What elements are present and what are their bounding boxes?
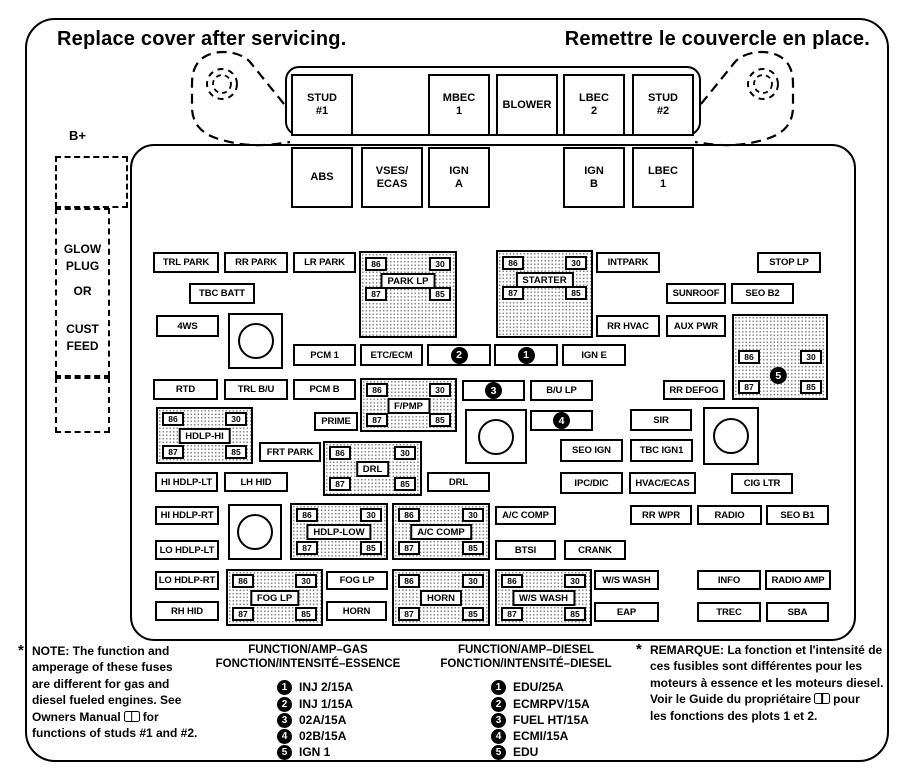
gas-column-title: FUNCTION/AMP–GAS	[248, 644, 368, 656]
relay-pin-87: 87	[162, 445, 184, 459]
note-left: NOTE: The function and amperage of these fuses are different for gas and diesel fueled engines. See Owners Manual for functions of studs #1 and #2.	[32, 644, 198, 741]
fuse-hi-hdlp-rt: HI HDLP-RT	[155, 506, 219, 525]
fuse-ipc-dic: IPC/DIC	[560, 472, 623, 494]
fuse-rr-defog: RR DEFOG	[663, 380, 725, 400]
lbec-1-relay-box: LBEC 1	[632, 147, 694, 208]
fuse-trec: TREC	[697, 602, 761, 622]
numbered-fuse-2	[427, 344, 491, 366]
feed-label: FEED	[66, 339, 99, 353]
fuse-drl: DRL	[427, 472, 490, 492]
relay-name: HDLP-LOW	[306, 524, 371, 540]
relay-pin-85: 85	[360, 541, 382, 555]
note-right-star: *	[636, 641, 642, 658]
relay-pin-87: 87	[501, 607, 523, 621]
relay-name: FOG LP	[250, 590, 299, 606]
bplus-stud-cell	[55, 156, 128, 208]
relay-pin-87: 87	[329, 477, 351, 491]
abs-relay-box: ABS	[291, 147, 353, 208]
fuse-4ws: 4WS	[156, 315, 219, 337]
relay-f-pmp	[360, 378, 457, 432]
socket-circle-box	[228, 504, 282, 560]
relay-pin-86: 86	[232, 574, 254, 588]
relay-pin-30: 30	[429, 383, 451, 397]
plug-label: PLUG	[65, 259, 100, 273]
gas-item-4: 4 02B/15A	[277, 728, 346, 744]
relay-pin-86: 86	[296, 508, 318, 522]
relay-ign1-numbered-5	[732, 314, 828, 400]
relay-name: F/PMP	[387, 398, 430, 414]
diesel-item-4: 4 ECMI/15A	[491, 728, 568, 744]
fuse-lo-hdlp-lt: LO HDLP-LT	[155, 540, 219, 560]
relay-pin-86: 86	[398, 574, 420, 588]
diesel-column-title: FUNCTION/AMP–DIESEL	[457, 644, 595, 656]
fuse-crank: CRANK	[564, 540, 626, 560]
fuse-ign-e: IGN E	[562, 344, 626, 366]
relay-pin-86: 86	[738, 350, 760, 364]
mbec-1-box: MBEC 1	[428, 74, 490, 136]
glow-label: GLOW	[63, 242, 102, 256]
gas-column-subtitle: FONCTION/INTENSITÉ–ESSENCE	[215, 658, 401, 670]
relay-pin-87: 87	[296, 541, 318, 555]
note-right: REMARQUE: La fonction et l'intensité de ces fusibles sont différentes pour les moteurs à essence et les moteurs diesel. Voir le Guide du propriétaire pour les fonctions des plots 1 et 2.	[650, 643, 884, 723]
fuse-cig-ltr: CIG LTR	[731, 473, 793, 494]
fuse-seo-b1: SEO B1	[766, 505, 829, 525]
fuse-stop-lp: STOP LP	[757, 252, 821, 273]
fuse-pcm-b: PCM B	[293, 379, 356, 400]
relay-hdlp-hi	[156, 407, 253, 464]
fuse-ws-wash: W/S WASH	[594, 570, 659, 590]
gas-item-2: 2 INJ 1/15A	[277, 696, 353, 712]
relay-ws-wash	[495, 569, 592, 626]
diesel-item-2: 2 ECMRPV/15A	[491, 696, 590, 712]
socket-circle-box	[465, 409, 527, 464]
relay-pin-87: 87	[398, 607, 420, 621]
fuse-number-badge: 4	[553, 412, 570, 429]
fuse-trl-park: TRL PARK	[153, 252, 219, 273]
fuse-lr-park: LR PARK	[293, 252, 356, 273]
socket-ring-icon	[713, 418, 749, 454]
bplus-label: B+	[69, 128, 86, 143]
relay-name: DRL	[356, 461, 390, 477]
fuse-rr-park: RR PARK	[224, 252, 288, 273]
ign-b-relay-box: IGN B	[563, 147, 625, 208]
relay-pin-86: 86	[502, 256, 524, 270]
socket-circle-box	[228, 313, 283, 369]
relay-pin-87: 87	[232, 607, 254, 621]
diesel-item-5: 5 EDU	[491, 744, 538, 760]
relay-pin-86: 86	[365, 257, 387, 271]
lbec-2-box: LBEC 2	[563, 74, 625, 136]
relay-park-lp	[359, 251, 457, 338]
blower-box: BLOWER	[496, 74, 558, 136]
fuse-lh-hid: LH HID	[224, 472, 288, 492]
relay-pin-87: 87	[738, 380, 760, 394]
relay-name: HORN	[420, 590, 462, 606]
owners-manual-book-icon	[124, 711, 140, 722]
diesel-item-3: 3 FUEL HT/15A	[491, 712, 589, 728]
ign-a-relay-box: IGN A	[428, 147, 490, 208]
stud-1-box: STUD #1	[291, 74, 353, 136]
fuse-aux-pwr: AUX PWR	[666, 315, 726, 337]
diesel-column-subtitle: FONCTION/INTENSITÉ–DIESEL	[440, 658, 612, 670]
numbered-fuse-3	[462, 380, 525, 401]
relay-pin-30: 30	[360, 508, 382, 522]
relay-name: A/C COMP	[410, 524, 472, 540]
fuse-prime: PRIME	[314, 412, 358, 431]
gas-item-5: 5 IGN 1	[277, 744, 330, 760]
relay-pin-85: 85	[429, 287, 451, 301]
fuse-eap: EAP	[594, 602, 659, 622]
relay-pin-86: 86	[162, 412, 184, 426]
relay-pin-85: 85	[565, 286, 587, 300]
fuse-pcm-1: PCM 1	[293, 344, 356, 366]
relay-pin-30: 30	[394, 446, 416, 460]
fuse-btsi: BTSI	[495, 540, 556, 560]
relay-name: PARK LP	[381, 273, 436, 289]
socket-ring-icon	[237, 514, 273, 550]
feed-stud-cell	[55, 377, 110, 433]
relay-pin-30: 30	[225, 412, 247, 426]
relay-pin-87: 87	[398, 541, 420, 555]
fuse-radio-amp: RADIO AMP	[765, 570, 831, 590]
relay-pin-30: 30	[429, 257, 451, 271]
relay-pin-86: 86	[329, 446, 351, 460]
relay-pin-30: 30	[462, 508, 484, 522]
relay-pin-87: 87	[366, 413, 388, 427]
relay-pin-85: 85	[295, 607, 317, 621]
relay-pin-85: 85	[225, 445, 247, 459]
relay-pin-86: 86	[366, 383, 388, 397]
relay-pin-87: 87	[365, 287, 387, 301]
fuse-etc-ecm: ETC/ECM	[360, 344, 423, 366]
fuse-trl-bu: TRL B/U	[224, 379, 288, 400]
relay-horn	[392, 569, 490, 626]
numbered-fuse-4	[530, 410, 593, 431]
fuse-number-badge: 1	[518, 347, 535, 364]
diesel-item-1: 1 EDU/25A	[491, 679, 564, 695]
fuse-hvac-ecas: HVAC/ECAS	[629, 472, 696, 494]
relay-pin-85: 85	[429, 413, 451, 427]
relay-pin-87: 87	[502, 286, 524, 300]
socket-ring-icon	[478, 419, 514, 455]
gas-item-1: 1 INJ 2/15A	[277, 679, 353, 695]
relay-pin-86: 86	[501, 574, 523, 588]
fuse-sir: SIR	[630, 409, 692, 431]
stud-2-box: STUD #2	[632, 74, 694, 136]
fuse-radio: RADIO	[697, 505, 762, 525]
socket-ring-icon	[238, 323, 274, 359]
relay-ac-comp	[392, 503, 490, 560]
fuse-frt-park: FRT PARK	[259, 442, 321, 462]
fuse-seo-ign: SEO IGN	[560, 439, 623, 462]
fuse-lo-hdlp-rt: LO HDLP-RT	[155, 571, 219, 590]
relay-pin-85: 85	[394, 477, 416, 491]
relay-pin-85: 85	[462, 541, 484, 555]
fuse-tbc-ign1: TBC IGN1	[630, 439, 693, 462]
header-english: Replace cover after servicing.	[57, 28, 347, 50]
fuse-horn: HORN	[326, 601, 387, 621]
relay-name: HDLP-HI	[178, 428, 231, 444]
note-left-star: *	[18, 642, 24, 659]
relay-pin-30: 30	[565, 256, 587, 270]
or-label: OR	[73, 284, 92, 298]
relay-pin-30: 30	[295, 574, 317, 588]
relay-pin-85: 85	[462, 607, 484, 621]
relay-hdlp-low	[290, 503, 388, 560]
relay-pin-30: 30	[462, 574, 484, 588]
relay-drl	[323, 441, 422, 496]
fuse-fog-lp: FOG LP	[326, 571, 388, 590]
relay-name: W/S WASH	[512, 590, 575, 606]
fuse-rtd: RTD	[153, 379, 218, 400]
fuse-seo-b2: SEO B2	[731, 283, 794, 304]
numbered-fuse-1	[494, 344, 558, 366]
fuse-sba: SBA	[766, 602, 829, 622]
relay-starter	[496, 250, 593, 338]
relay-fog-lp	[226, 569, 323, 626]
relay-pin-30: 30	[564, 574, 586, 588]
relay-pin-86: 86	[398, 508, 420, 522]
fuse-rr-wpr: RR WPR	[630, 505, 692, 525]
fuse-info: INFO	[697, 570, 761, 590]
fuse-number-badge: 3	[485, 382, 502, 399]
fuse-rr-hvac: RR HVAC	[596, 315, 660, 337]
relay-pin-30: 30	[800, 350, 822, 364]
gas-item-3: 3 02A/15A	[277, 712, 346, 728]
socket-circle-box	[703, 407, 759, 465]
relay-name: STARTER	[515, 272, 573, 288]
fuse-hi-hdlp-lt: HI HDLP-LT	[155, 472, 218, 492]
relay-pin-85: 85	[800, 380, 822, 394]
fuse-tbc-batt: TBC BATT	[189, 283, 255, 304]
cust-label: CUST	[66, 322, 99, 336]
fuse-number-badge: 2	[451, 347, 468, 364]
fuse-ac-comp: A/C COMP	[495, 506, 556, 525]
owners-manual-book-icon	[814, 693, 830, 704]
fuse-intpark: INTPARK	[596, 252, 660, 273]
header-french: Remettre le couvercle en place.	[564, 28, 870, 50]
fuse-bu-lp: B/U LP	[530, 380, 593, 401]
fuse-rh-hid: RH HID	[155, 601, 219, 621]
fuse-number-badge: 5	[770, 367, 787, 384]
vses-ecas-relay-box: VSES/ ECAS	[361, 147, 423, 208]
fuse-sunroof: SUNROOF	[666, 283, 726, 304]
relay-pin-85: 85	[564, 607, 586, 621]
